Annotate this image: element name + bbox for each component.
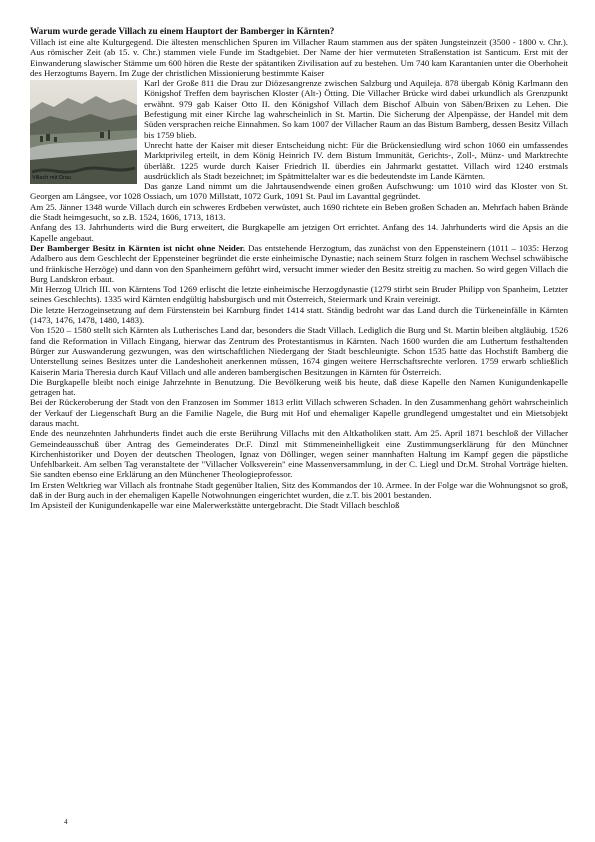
paragraph-castle-chapel: Anfang des 13. Jahrhunderts wird die Burg erweitert, die Burgkapelle am jetzigen Ort errichtet. Anfang des 14. Jahrhunderts wird die Apsis an die Kapelle angebaut. [30, 222, 568, 243]
page-number: 4 [64, 818, 68, 826]
document-page [30, 26, 568, 826]
paragraph-fuerstenstein: Die letzte Herzogeinsetzung auf dem Fürstenstein bei Karnburg findet 1414 statt. Ständig bedroht war das Land durch die Türkeneinfälle in Kärnten (1473, 1476, 1478, 1480, 1483). [30, 304, 568, 326]
paragraph-intro-text-b: Karl der Große 811 die Drau zur Diözesangrenze zwischen Salzburg und Aquileja. 878 übergab König Karlmann den Königshof Treffen dem bayrischen Kloster (Alt-) Ötting. Die Villacher Brücke wird dabei urkundlich als Grenzpunkt erwähnt. 979 gab Kaiser Otto II. den Königshof Villach dem Bischof Albuin von Säben/Brixen zu Lehen. Die Befestigung mit einer Kirche lag wahrscheinlich in St. Martin. Die Sicherung der Alpenpässe, der Handel mit dem Süden versprachen reiche Einnahmen. So kam 1007 der Villacher Raum an das Bistum Bamberg, dessen Besitz Villach bis 1759 blieb. [144, 78, 568, 140]
paragraph-ulrich: Mit Herzog Ulrich III. von Kärntens Tod 1269 erlischt die letzte einheimische Herzogdynastie (1279 stirbt sein Bruder Philipp von Spanheim, Letzter seines Geschlechts). 1335 wird Kärnten endgültig habsburgisch und mit Österreich, Steiermark und Krain vereinigt. [30, 284, 568, 305]
paragraph-apsis: Im Apsisteil der Kunigundenkapelle war eine Malerwerkstätte untergebracht. Die Stadt Villach beschloß [30, 500, 400, 511]
paragraph-market-privilege: Unrecht hatte der Kaiser mit dieser Entscheidung nicht: Für die Brückensiedlung wird schon 1060 ein umfassendes Marktprivileg erteilt, in dem König Heinrich IV. dem Bistum Immunität, Gerichts-, Zoll-, Münz- und Marktrechte überläßt. 1225 wurde durch Kaiser Friedrich II. überdies ein Jahrmarkt gestattet. Villach wird 1240 erstmals ausdrücklich als Stadt bezeichnet; im Spätmittelalter war es die bedeutendste im Lande Kärnten. [144, 139, 568, 181]
photo-caption: Villach mit Drau [32, 175, 72, 182]
villach-photo [30, 80, 137, 184]
paragraph-kunigunde: Die Burgkapelle bleibt noch einige Jahrzehnte in Benutzung. Die Bevölkerung weiß bis heute, daß diese Kapelle den Namen Kunigundenkapelle getragen hat. [30, 376, 568, 398]
paragraph-french: Bei der Rückeroberung der Stadt von den Franzosen im Sommer 1813 erlitt Villach schweren Schaden. In den Zusammenhang gehört wahrscheinlich der Verkauf der Liegenschaft Burg an die Familie Nagele, die Burg mit Hof und ehemaliger Kapelle grundlegend umgestaltet und ein Mietsobjekt daraus macht. [30, 397, 568, 428]
paragraph-altkatholiken: Ende des neunzehnten Jahrhunderts findet auch die erste Berührung Villachs mit den Altkatholiken statt. Am 25. April 1871 beschloß der Villacher Gemeindeausschuß über Antrag des Gemeinderates Dr.F. Dinzl mit Stimmeneinhelligkeit eine Zustimmungserklärung für den Münchner Kirchenhistoriker und Doyen der deutschen Theologen, Ignaz von Döllinger, wegen seiner mannhaften Haltung im Kampf gegen die päpstliche Unfehlbarkeit. Am selben Tag veranstaltete der "Villacher Volksverein" eine Massenversammlung, in der C. Liegl und Dr.M. Strohal Vorträge hielten. Sie sandten ebenso eine Erklärung an den Münchener Theologieprofessor. [30, 428, 568, 480]
paragraph-lead-bold: Der Bamberger Besitz in Kärnten ist nicht ohne Neider. [30, 242, 246, 253]
paragraph-intro [30, 37, 568, 78]
paragraph-world-war: Im Ersten Weltkrieg war Villach als frontnahe Stadt gegenüber Italien, Sitz des Kommandos der 10. Armee. In der Folge war die Wohnungsnot so groß, daß in der Burg auch in der ehemaligen Kapelle Notwohnungen eingerichtet wurden, die z.T. bis 2001 bestanden. [30, 479, 568, 501]
paragraph-neider [30, 243, 568, 284]
paragraph-intro-text-a: Villach ist eine alte Kulturgegend. Die ältesten menschlichen Spuren im Villacher Raum stammen aus der späten Jungsteinzeit (3500 - 1800 v. Chr.). Aus römischer Zeit (ab 15. v. Chr.) stammen viele Funde im Stadtgebiet. Der Name der hier vermuteten Straßenstation ist Santicum. Erst mit der Einwanderung slawischer Stämme um 600 hören die Reste der spätantiken Zivilisation auf zu bestehen. Um 740 kam Karantanien unter die Oberhoheit des Herzogtums Bayern. Im Zuge der christlichen Missionierung bestimmte Kaiser [30, 37, 568, 78]
historic-photo-icon [30, 80, 137, 184]
paragraph-monasteries: Das ganze Land nimmt um die Jahrtausendwende einen großen Aufschwung: um 1010 wird das Kloster von St. Georgen am Längsee, vor 1028 Ossiach, um 1070 Millstatt, 1072 Gurk, 1091 St. Paul im Lavanttal gegründet. [30, 181, 568, 202]
paragraph-neider-text: Das entstehende Herzogtum, das zunächst von den Eppensteinern (1011 – 1035: Herzog Adalbero aus dem Geschlecht der Eppensteiner begründet die erste einheimische Dynastie; nach seinem Sturz folgen in raschem Wechsel schwäbische und fränkische Herzöge) und dann von den Spanheimern geführt wird, versucht immer wieder den Besitz streitig zu machen. So wird gegen Villach die Burg Landskron erbaut. [30, 242, 568, 284]
paragraph-earthquake: Am 25. Jänner 1348 wurde Villach durch ein schweres Erdbeben verwüstet, auch 1690 richtete ein Beben großen Schaden an. Mehrfach haben Brände die Stadt heimgesucht, so z.B. 1524, 1606, 1713, 1813. [30, 201, 568, 223]
page-title: Warum wurde gerade Villach zu einem Hauptort der Bamberger in Kärnten? [30, 26, 335, 36]
paragraph-reformation: Von 1520 – 1580 stellt sich Kärnten als Lutherisches Land dar, besonders die Stadt Villach. Lediglich die Burg und St. Martin bleiben altgläubig. 1526 fand die Reformation in Villach Eingang, hierwar das Zentrum des Protestantismus in Kärnten. Nach 1600 wurden die am Luthertum festhaltenden Bürger zur Auswanderung gezwungen, was den wirtschaftlichen Niedergang der Stadt beschleunigte. Schon 1535 hatte das Hochstift Bamberg die Unterstellung seines Besitzes unter die Landeshoheit anerkennen müssen, 1674 gingen weitere Herrschaftsrechte verloren. 1759 erwarb schließlich Kaiserin Maria Theresia durch Kauf Villach und alle anderen bambergischen Besitzungen in Kärnten für Österreich. [30, 325, 568, 377]
